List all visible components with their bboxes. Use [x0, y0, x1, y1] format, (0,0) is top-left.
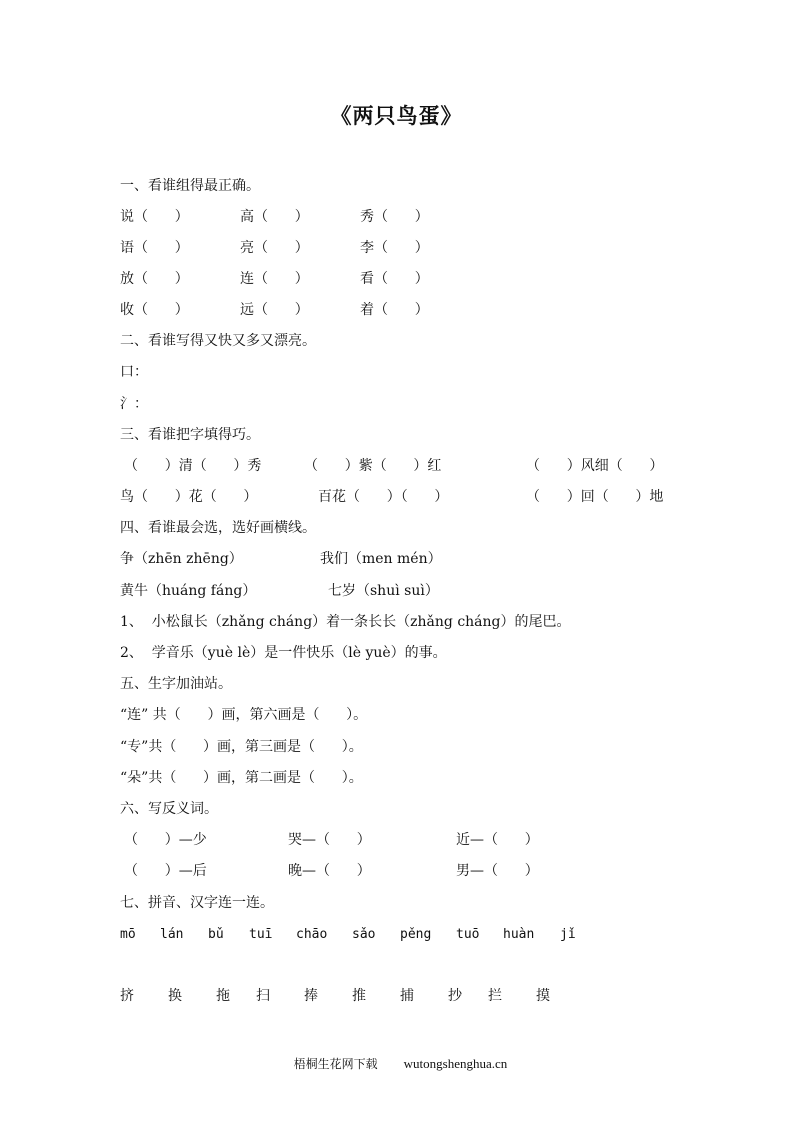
word-item: 说（ ） [120, 209, 189, 225]
hanzi-word: 挤 [120, 988, 134, 1004]
radical-line: 口： [120, 364, 148, 380]
phrase-item: （ ）风细（ ） [526, 458, 664, 474]
hanzi-word: 拦 [488, 988, 502, 1004]
word-item: 着（ ） [360, 302, 429, 318]
section6-heading: 六、写反义词。 [120, 801, 218, 817]
hanzi-word: 捕 [400, 988, 414, 1004]
document-title: 《两只鸟蛋》 [330, 104, 463, 128]
pinyin-choice: 我们（men mén） [320, 551, 442, 567]
footer-url: wutongshenghua.cn [403, 1056, 508, 1071]
antonym-item: 哭—（ ） [288, 832, 371, 848]
word-item: 秀（ ） [360, 209, 429, 225]
phrase-item: 百花（ ）（ ） [318, 489, 449, 505]
word-item: 语（ ） [120, 240, 189, 256]
section7-heading: 七、拼音、汉字连一连。 [120, 895, 274, 911]
section5-heading: 五、生字加油站。 [120, 676, 232, 692]
footer-site-name: 梧桐生花网下载 [293, 1057, 378, 1071]
choice-sentence: 2、 学音乐（yuè lè）是一件快乐（lè yuè）的事。 [120, 645, 447, 661]
section1-heading: 一、看谁组得最正确。 [120, 178, 260, 194]
word-item: 李（ ） [360, 240, 429, 256]
choice-sentence: 1、 小松鼠长（zhǎng cháng）着一条长长（zhǎng cháng）的尾巴。 [120, 614, 571, 630]
pinyin-word: mō [120, 927, 136, 942]
hanzi-word: 抄 [448, 988, 462, 1004]
pinyin-word: chāo [296, 927, 328, 942]
stroke-question: “朵”共（ ）画，第二画是（ ）。 [120, 770, 363, 786]
antonym-item: 男—（ ） [456, 863, 539, 879]
pinyin-word: jǐ [560, 927, 576, 942]
stroke-question: “连” 共（ ）画，第六画是（ ）。 [120, 707, 368, 723]
word-item: 高（ ） [240, 209, 309, 225]
word-item: 亮（ ） [240, 240, 309, 256]
hanzi-word: 捧 [304, 988, 318, 1004]
section3-heading: 三、看谁把字填得巧。 [120, 427, 260, 443]
radical-line: 氵： [120, 396, 148, 412]
word-item: 放（ ） [120, 271, 189, 287]
hanzi-word: 摸 [536, 988, 550, 1004]
section4-heading: 四、看谁最会选，选好画横线。 [120, 520, 316, 536]
phrase-item: （ ）清（ ）秀 [124, 458, 262, 474]
page-footer [286, 1041, 507, 1072]
phrase-item: 鸟（ ）花（ ） [120, 489, 258, 505]
pinyin-word: sǎo [352, 927, 376, 942]
pinyin-word: huàn [503, 927, 535, 942]
phrase-item: （ ）回（ ）地 [526, 489, 664, 505]
pinyin-word: tuō [456, 927, 480, 942]
section2-heading: 二、看谁写得又快又多又漂亮。 [120, 333, 316, 349]
antonym-item: 晚—（ ） [288, 863, 371, 879]
hanzi-word: 换 [168, 988, 182, 1004]
pinyin-word: lán [160, 927, 184, 942]
pinyin-word: tuī [249, 927, 273, 942]
hanzi-word: 推 [352, 988, 366, 1004]
word-item: 远（ ） [240, 302, 309, 318]
stroke-question: “专”共（ ）画，第三画是（ ）。 [120, 739, 363, 755]
antonym-item: 近—（ ） [456, 832, 539, 848]
pinyin-choice: 争（zhēn zhēng） [120, 551, 243, 567]
hanzi-word: 拖 [216, 988, 230, 1004]
word-item: 收（ ） [120, 302, 189, 318]
pinyin-word: pěng [400, 927, 432, 942]
antonym-item: （ ）—少 [124, 832, 207, 848]
word-item: 看（ ） [360, 271, 429, 287]
pinyin-choice: 黄牛（huáng fáng） [120, 583, 257, 599]
antonym-item: （ ）—后 [124, 863, 207, 879]
hanzi-word: 扫 [256, 988, 270, 1004]
word-item: 连（ ） [240, 271, 309, 287]
phrase-item: （ ）紫（ ）红 [304, 458, 442, 474]
pinyin-word: bǔ [208, 927, 224, 942]
pinyin-choice: 七岁（shuì suì） [328, 583, 439, 599]
